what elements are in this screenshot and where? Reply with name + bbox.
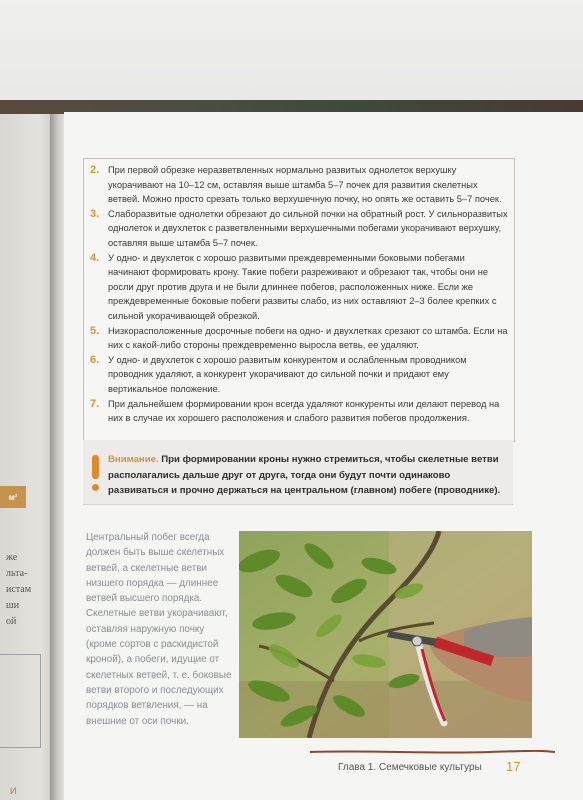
rule-number: 6.: [90, 353, 100, 366]
left-page-tab: м²: [0, 486, 26, 508]
rule-text: У одно- и двухлеток с хорошо развитым конкурентом и ослабленным проводником проводник удаляют, а конкурент укорачивают до сильной почки и придают ему вертикальное положение.: [108, 354, 467, 394]
left-text-fragment: ой: [6, 616, 17, 627]
footer-rule: [310, 750, 555, 754]
attention-text: [108, 452, 508, 499]
pruning-illustration: [239, 531, 532, 738]
rule-item: [88, 163, 508, 207]
body-paragraph: Центральный побег всегда должен быть выше скелетных ветвей, а скелетные ветви низшего порядка — длиннее ветвей высшего порядка. Скелетные ветви укорачивают, оставляя наружную почку (кроме сортов с раскидистой кроной), а побеги, идущие от скелетных ветвей, т. е. боковые ветви второго и последующих порядков ветвления, — на внешние от оси почки.: [86, 532, 232, 727]
rule-item: [88, 397, 508, 426]
rule-item: [88, 324, 508, 353]
rule-number: 5.: [90, 324, 100, 337]
rule-item: [88, 353, 508, 397]
attention-body: При формировании кроны нужно стремиться, чтобы скелетные ветви располагались дальше друг от друга, тогда они будут почти одинаково развиваться и прочно держаться на центральном (главном) побеге (проводнике).: [108, 454, 501, 496]
chapter-title: Глава 1. Семечковые культуры: [338, 762, 482, 773]
left-text-fragment: же: [6, 552, 18, 563]
rule-number: 7.: [90, 397, 100, 410]
rule-item: [88, 207, 508, 251]
page-number: 17: [506, 759, 521, 774]
rule-number: 2.: [90, 164, 100, 176]
rule-text: У одно- и двухлеток с хорошо развитыми преждевременными боковыми побегами начинают формировать крону. Такие побеги разреживают и обрезают так, чтобы они не росли друг против друга и не были длиннее побегов, расположенных ниже. Если же преждевременные боковые побеги развиты слабо, из них оставляют 2–3 более крепких с сильной укорачивающей обрезкой.: [108, 252, 497, 321]
left-page-footer: И: [10, 786, 17, 796]
exclamation-dot: [92, 484, 99, 491]
rule-text: При первой обрезке неразветвленных нормально развитых однолеток верхушку укорачивают на 10–12 см, оставляя выше штамба 5–7 почек для развития скелетных ветвей. Можно просто срезать только верхушечную почку, но опять же оставить 5–7 почек.: [108, 165, 502, 205]
attention-label: Внимание.: [108, 454, 159, 465]
rules-list: [88, 163, 508, 426]
rule-number: 3.: [90, 207, 100, 220]
rule-text: Низкорасположенные досрочные побеги на одно- и двухлетках срезают со штамба. Если на них с какой-либо стороны преждевременно выросла ветвь, ее удаляют.: [108, 325, 508, 351]
pruning-photo: [239, 531, 532, 738]
rule-number: 4.: [90, 251, 100, 264]
left-text-fragment: истам: [6, 584, 32, 595]
scan-top-margin: [0, 0, 583, 108]
left-text-fragment: ши: [6, 600, 20, 611]
left-page-box: [0, 654, 41, 748]
rule-text: Слаборазвитые однолетки обрезают до сильной почки на обратный рост. У сильноразвитых однолеток и двухлеток с разветвленными верхушечными побегами укорачивают верхушку, оставляя выше штамба 5–7 почек.: [108, 208, 508, 248]
rule-text: При дальнейшем формировании крон всегда удаляют конкуренты или делают перевод на них в случае их хорошего расположения и слабого развития побегов продолжения.: [108, 398, 500, 424]
exclamation-icon: [92, 455, 99, 479]
rule-item: [88, 251, 508, 324]
left-text-fragment: льта-: [6, 568, 28, 579]
